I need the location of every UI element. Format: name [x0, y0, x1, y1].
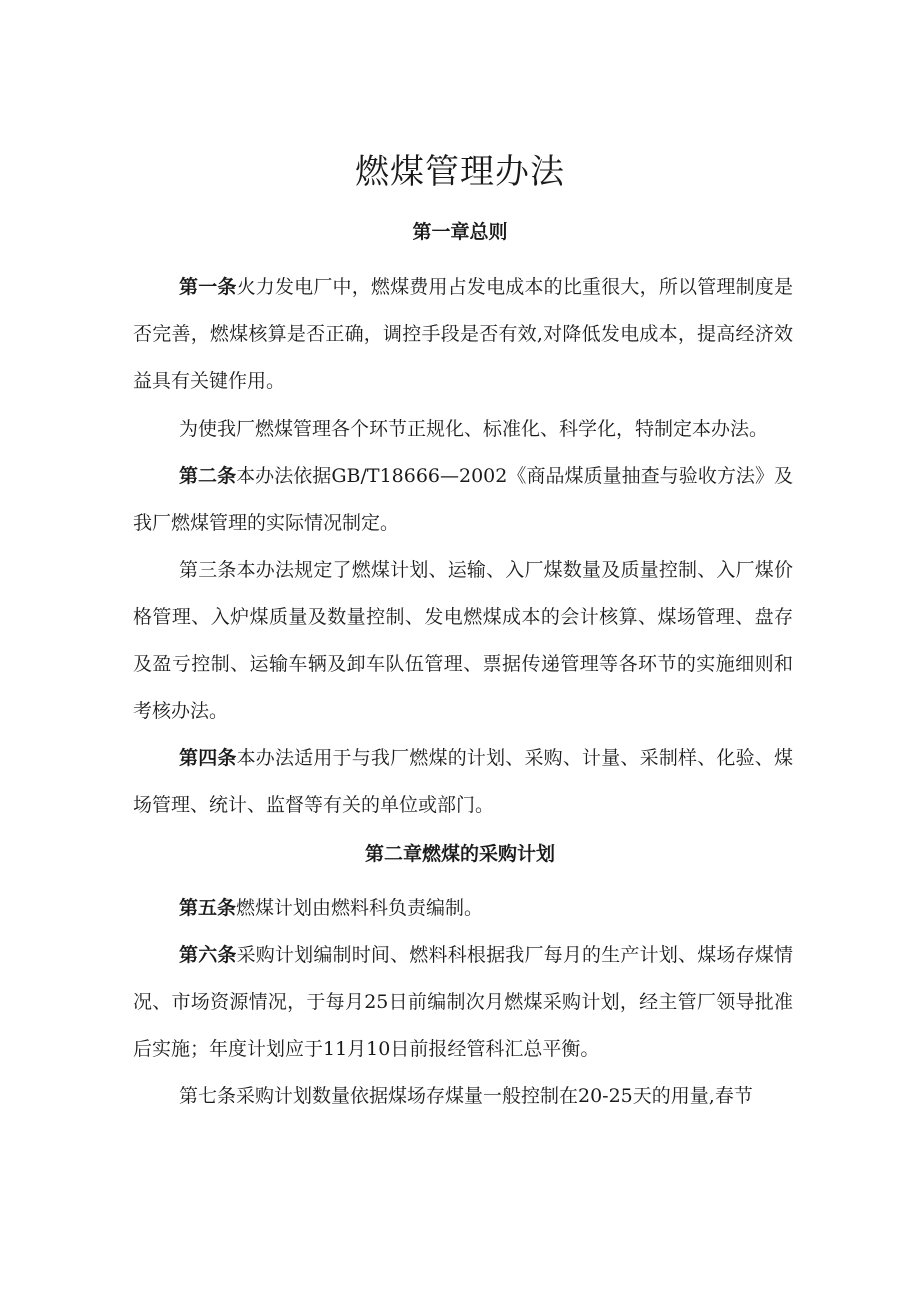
article-6-text: 采购计划编制时间、燃料科根据我厂每月的生产计划、煤场存煤情况、市场资源情况，于每月25日前编制次月燃煤采购计划，经主管厂领导批准后实施；年度计划应于11月10日前报经管科汇总平衡。 — [133, 944, 793, 1060]
purpose-paragraph — [133, 406, 793, 453]
article-3-paragraph — [133, 547, 793, 735]
article-6-paragraph — [133, 932, 793, 1073]
chapter-heading-general: 第一章总则 — [412, 221, 508, 243]
article-4-paragraph — [133, 735, 793, 829]
article-2-label: 第二条 — [179, 465, 237, 487]
article-6-label: 第六条 — [179, 944, 237, 966]
article-7-text: 第七条采购计划数量依据煤场存煤量一般控制在20-25天的用量,春节 — [179, 1085, 753, 1107]
article-5-paragraph — [133, 885, 793, 932]
article-2-text: 本办法依据GB/T18666—2002《商品煤质量抽查与验收方法》及我厂燃煤管理的实际情况制定。 — [133, 465, 793, 534]
article-3-text: 第三条本办法规定了燃煤计划、运输、入厂煤数量及质量控制、入厂煤价格管理、入炉煤质量及数量控制、发电燃煤成本的会计核算、煤场管理、盘存及盈亏控制、运输车辆及卸车队伍管理、票据传递管理等各环节的实施细则和考核办法。 — [133, 559, 793, 722]
article-2-paragraph — [133, 453, 793, 547]
document-title: 燃煤管理办法 — [355, 152, 565, 192]
article-5-label: 第五条 — [179, 897, 237, 919]
article-5-text: 燃煤计划由燃料科负责编制。 — [236, 897, 484, 919]
article-4-text: 本办法适用于与我厂燃煤的计划、采购、计量、采制样、化验、煤场管理、统计、监督等有关的单位或部门。 — [133, 747, 793, 816]
article-1-text: 火力发电厂中，燃煤费用占发电成本的比重很大，所以管理制度是否完善，燃煤核算是否正确，调控手段是否有效,对降低发电成本，提高经济效益具有关键作用。 — [133, 276, 793, 392]
purpose-text: 为使我厂燃煤管理各个环节正规化、标准化、科学化，特制定本办法。 — [179, 418, 769, 440]
article-4-label: 第四条 — [179, 747, 237, 769]
chapter-heading-procurement: 第二章燃煤的采购计划 — [364, 843, 555, 865]
article-1-label: 第一条 — [179, 276, 237, 298]
article-1-paragraph — [133, 264, 793, 405]
article-7-paragraph — [133, 1073, 793, 1120]
